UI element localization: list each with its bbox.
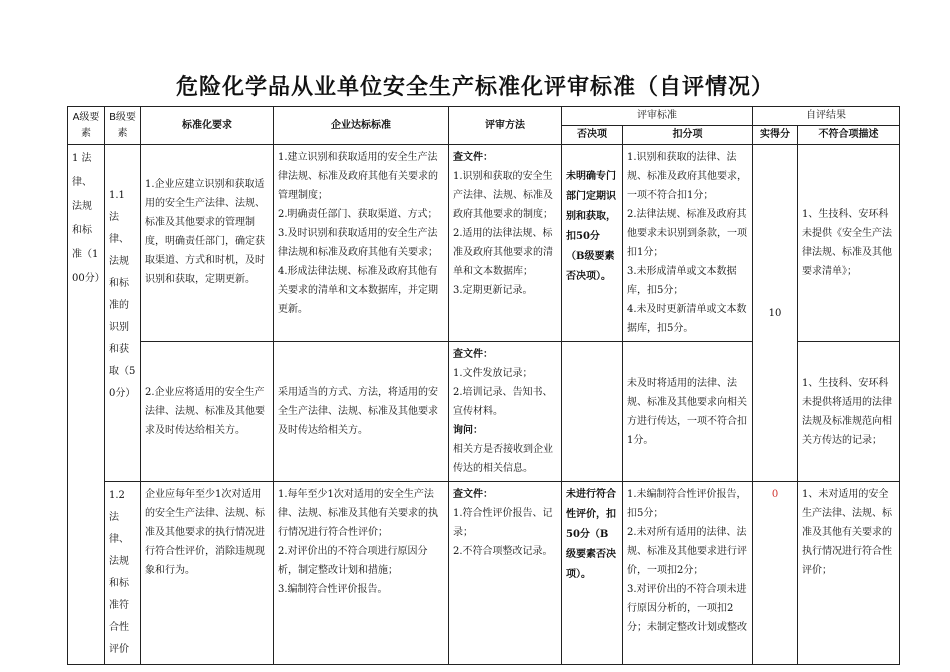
method-heading: 查文件： <box>453 152 493 163</box>
deduction-item: 1.未编制符合性评价报告，扣5分； <box>627 489 747 519</box>
header-deduction: 扣分项 <box>623 126 753 145</box>
requirement-cell: 企业应每年至少1次对适用的安全生产法律、法规、标准及其他要求的执行情况进行符合性评价，消除违规现象和行为。 <box>141 482 274 665</box>
deduction-item: 1.识别和获取的法律、法规、标准及政府其他要求，一项不符合扣1分； <box>627 152 747 201</box>
header-row-1 <box>68 107 900 126</box>
compliance-item: 1.每年至少1次对适用的安全生产法律、法规、标准及其他有关要求的执行情况进行符合性评价； <box>278 489 438 538</box>
requirement-cell: 2.企业应将适用的安全生产法律、法规、标准及其他要求及时传达给相关方。 <box>141 342 274 482</box>
table-row <box>68 482 900 665</box>
deduction-item: 3.对评价出的不符合项未进行原因分析的，一项扣2分；未制定整改计划或整改 <box>627 584 747 633</box>
method-item: 3.定期更新记录。 <box>453 285 533 296</box>
requirement-cell: 1.企业应建立识别和获取适用的安全生产法律、法规、标准及其他要求的管理制度，明确责任部门，确定获取渠道、方式和时机，及时识别和获取，定期更新。 <box>141 145 274 342</box>
header-requirement: 标准化要求 <box>141 107 274 145</box>
compliance-item: 3.及时识别和获取适用的安全生产法律法规和标准及政府其他有关要求； <box>278 228 438 258</box>
b-element-cell: 1.2 法律、法规和标准符合性评价 <box>105 482 141 665</box>
method-item: 2.不符合项整改记录。 <box>453 546 553 557</box>
header-method: 评审方法 <box>449 107 562 145</box>
method-cell <box>449 145 562 342</box>
method-cell <box>449 482 562 665</box>
method-item: 2.培训记录、告知书、宣传材料。 <box>453 387 553 417</box>
method-item: 2.适用的法律法规、标准及政府其他要求的清单和文本数据库； <box>453 228 553 277</box>
b-element-cell: 1.1 法律、法规和标准的识别和获取（50分） <box>105 145 141 482</box>
method-item: 1.识别和获取的安全生产法律、法规、标准及政府其他要求的制度； <box>453 171 553 220</box>
compliance-cell <box>274 482 449 665</box>
page-title: 危险化学品从业单位安全生产标准化评审标准（自评情况） <box>175 75 774 100</box>
header-self-result: 自评结果 <box>753 107 900 126</box>
header-veto: 否决项 <box>562 126 623 145</box>
method-item: 1.文件发放记录； <box>453 368 533 379</box>
method-item: 1.符合性评价报告、记录； <box>453 508 553 538</box>
compliance-item: 3.编制符合性评价报告。 <box>278 584 388 595</box>
veto-cell <box>562 342 623 482</box>
header-b-element: B级要素 <box>105 107 141 145</box>
deduction-item: 2.法律法规、标准及政府其他要求未识别到条款，一项扣1分； <box>627 209 747 258</box>
nonconformity-cell: 1、未对适用的安全生产法律、法规、标准及其他有关要求的执行情况进行符合性评价； <box>798 482 900 665</box>
header-compliance: 企业达标标准 <box>274 107 449 145</box>
header-review-standard: 评审标准 <box>562 107 753 126</box>
method-cell <box>449 342 562 482</box>
header-actual-score: 实得分 <box>753 126 798 145</box>
compliance-item: 2.对评价出的不符合项进行原因分析，制定整改计划和措施； <box>278 546 428 576</box>
method-item: 相关方是否接收到企业传达的相关信息。 <box>453 444 553 474</box>
header-nonconformity: 不符合项描述 <box>798 126 900 145</box>
nonconformity-cell: 1、生技科、安环科未提供《安全生产法律法规、标准及其他要求清单》； <box>798 145 900 342</box>
header-a-element: A级要素 <box>68 107 105 145</box>
a-element-cell: 1 法律、法规和标准（100分） <box>68 145 105 665</box>
compliance-cell: 采用适当的方式、方法，将适用的安全生产法律、法规、标准及其他要求及时传达给相关方。 <box>274 342 449 482</box>
method-heading: 查文件： <box>453 489 493 500</box>
actual-score-cell: 0 <box>753 482 798 665</box>
method-heading-inquiry: 询问： <box>453 425 483 436</box>
compliance-item: 1.建立识别和获取适用的安全生产法律法规、标准及政府其他有关要求的管理制度； <box>278 152 438 201</box>
deduction-cell: 未及时将适用的法律、法规、标准及其他要求向相关方进行传达，一项不符合扣1分。 <box>623 342 753 482</box>
table-row <box>68 145 900 342</box>
deduction-item: 2.未对所有适用的法律、法规、标准及其他要求进行评价，一项扣2分； <box>627 527 747 576</box>
deduction-item: 3.未形成清单或文本数据库，扣5分； <box>627 266 737 296</box>
veto-cell: 未进行符合性评价，扣50分（B级要素否决项）。 <box>562 482 623 665</box>
compliance-item: 2.明确责任部门、获取渠道、方式； <box>278 209 438 220</box>
method-heading: 查文件： <box>453 349 493 360</box>
nonconformity-cell: 1、生技科、安环科未提供将适用的法律法规及标准规范向相关方传达的记录； <box>798 342 900 482</box>
deduction-item: 4.未及时更新清单或文本数据库，扣5分。 <box>627 304 747 334</box>
deduction-cell <box>623 145 753 342</box>
actual-score-cell: 10 <box>753 145 798 482</box>
review-standard-table <box>67 106 900 665</box>
compliance-cell <box>274 145 449 342</box>
compliance-item: 4.形成法律法规、标准及政府其他有关要求的清单和文本数据库，并定期更新。 <box>278 266 438 315</box>
deduction-cell <box>623 482 753 665</box>
veto-cell: 未明确专门部门定期识别和获取，扣50分（B级要素否决项）。 <box>562 145 623 342</box>
